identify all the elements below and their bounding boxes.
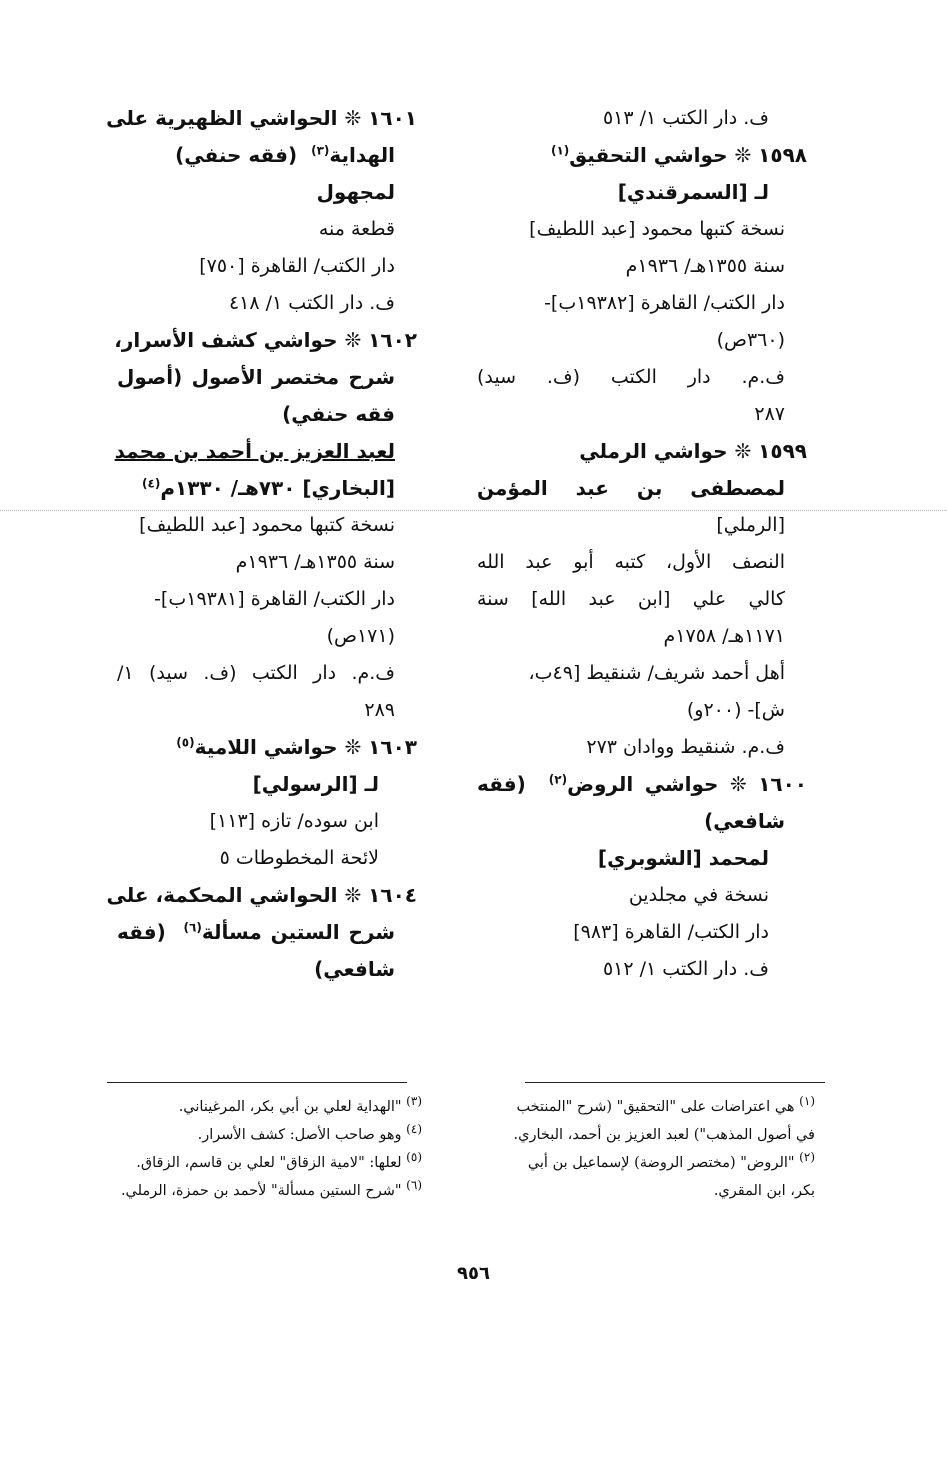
entry-text: ف. دار الكتب ١/ ٥١٢ bbox=[602, 958, 769, 980]
entry-line bbox=[117, 285, 417, 322]
entry-text: سنة ١٣٥٥هـ/ ١٩٣٦م bbox=[235, 551, 395, 573]
entry-line bbox=[477, 618, 807, 655]
footnote-line bbox=[515, 1093, 815, 1121]
entry-line bbox=[477, 285, 807, 322]
entry-text: [البخاري] ٧٣٠هـ/ ١٣٣٠م bbox=[160, 476, 395, 500]
footnote-marker: (٤) bbox=[142, 476, 161, 491]
entry-text: ٢٨٧ bbox=[754, 403, 785, 425]
entry-text: ٢٨٩ bbox=[364, 699, 395, 721]
entry-line bbox=[117, 248, 417, 285]
footnote-rule-left bbox=[107, 1082, 407, 1083]
footnote-text: بكر، ابن المقري. bbox=[713, 1183, 815, 1199]
entry-text: ١٦٠٤ ❊ الحواشي المحكمة، على bbox=[106, 883, 417, 907]
footnote-marker: (٢) bbox=[548, 772, 568, 787]
footnote-text: "شرح الستين مسألة" لأحمد بن حمزة، الرملي. bbox=[120, 1183, 402, 1199]
entry-line bbox=[477, 322, 807, 359]
entry-text: لـ [السمرقندي] bbox=[617, 180, 769, 204]
entry-text: شرح الستين مسألة bbox=[201, 920, 396, 944]
entry-text: ١٦٠٣ ❊ حواشي اللامية bbox=[194, 735, 417, 759]
entry-text: النصف الأول، كتبه أبو عبد الله bbox=[477, 551, 785, 573]
entry-line bbox=[117, 692, 417, 729]
footnote-number: (٦) bbox=[406, 1178, 422, 1193]
footnote-marker: (٦) bbox=[183, 920, 202, 935]
entry-line bbox=[477, 544, 807, 581]
entry-line bbox=[477, 248, 807, 285]
entry-line bbox=[477, 914, 807, 951]
footnotes-left bbox=[112, 1093, 422, 1205]
entry-line bbox=[477, 840, 807, 877]
entry-text: فقه حنفي) bbox=[282, 402, 395, 426]
entry-text: أهل أحمد شريف/ شنقيط [٤٩ب، bbox=[528, 662, 785, 684]
footnote-number: (١) bbox=[799, 1094, 815, 1109]
entry-text: ش]- (٢٠٠و) bbox=[686, 699, 785, 721]
entry-line bbox=[114, 322, 417, 359]
footnote-line bbox=[515, 1149, 815, 1177]
footnote-line bbox=[515, 1121, 815, 1149]
right-column bbox=[477, 100, 807, 988]
entry-line bbox=[117, 137, 417, 174]
entry-text: ١٦٠٢ ❊ حواشي كشف الأسرار، bbox=[114, 328, 417, 352]
footnote-text: وهو صاحب الأصل: كشف الأسرار. bbox=[197, 1127, 402, 1143]
entry-line bbox=[117, 174, 417, 211]
entry-line bbox=[477, 137, 807, 174]
entry-text: شافعي) bbox=[704, 809, 785, 833]
entry-line bbox=[477, 655, 807, 692]
entry-line bbox=[477, 877, 807, 914]
entry-text: ١٥٩٨ ❊ حواشي التحقيق bbox=[569, 143, 807, 167]
entry-line bbox=[117, 470, 417, 507]
entry-line bbox=[117, 840, 417, 877]
entry-line bbox=[117, 951, 417, 988]
entry-line bbox=[477, 174, 807, 211]
entry-text: ١٥٩٩ ❊ حواشي الرملي bbox=[579, 439, 807, 463]
entry-line bbox=[477, 951, 807, 988]
entry-text: ف. دار الكتب ١/ ٥١٣ bbox=[602, 107, 769, 129]
entry-text: لمحمد [الشوبري] bbox=[597, 846, 769, 870]
entry-line bbox=[117, 655, 417, 692]
entry-text: (٣٦٠ص) bbox=[716, 329, 785, 351]
footnote-text: "الهداية لعلي بن أبي بكر، المرغيناني. bbox=[178, 1099, 402, 1115]
footnote-text: "الروض" (مختصر الروضة) لإسماعيل بن أبي bbox=[527, 1155, 795, 1171]
entry-text: لمجهول bbox=[316, 180, 395, 204]
entry-line bbox=[106, 100, 417, 137]
entry-text: دار الكتب/ القاهرة [١٩٣٨١ب]- bbox=[154, 588, 395, 610]
footnote-line bbox=[112, 1149, 422, 1177]
footnote-text: في أصول المذهب") لعبد العزيز بن أحمد، البخاري. bbox=[513, 1127, 815, 1143]
entry-text: شافعي) bbox=[314, 957, 395, 981]
entry-text: ابن سوده/ تازه [١١٣] bbox=[209, 810, 379, 832]
entry-text: (١٧١ص) bbox=[326, 625, 395, 647]
footnote-marker: (٥) bbox=[176, 735, 195, 750]
entry-line bbox=[477, 211, 807, 248]
entry-text: ١٦٠٠ ❊ حواشي الروض bbox=[567, 772, 808, 796]
entry-line bbox=[477, 803, 807, 840]
entry-text: الهداية bbox=[329, 143, 395, 167]
footnote-line bbox=[515, 1177, 815, 1205]
entry-line bbox=[117, 396, 417, 433]
entry-tail: (فقه bbox=[117, 920, 184, 944]
footnotes-right bbox=[515, 1093, 815, 1205]
left-column bbox=[106, 100, 417, 988]
entry-line bbox=[477, 100, 807, 137]
entry-line bbox=[117, 544, 417, 581]
entry-text: شرح مختصر الأصول (أصول bbox=[117, 365, 395, 389]
entry-text: ١١٧١هـ/ ١٧٥٨م bbox=[663, 625, 785, 647]
entry-line bbox=[114, 433, 417, 470]
entry-line bbox=[477, 396, 807, 433]
entry-text: لـ [الرسولي] bbox=[252, 772, 379, 796]
entry-text: لمصطفى بن عبد المؤمن bbox=[477, 476, 785, 500]
entry-line bbox=[106, 877, 417, 914]
entry-line bbox=[477, 507, 807, 544]
entry-line bbox=[117, 766, 417, 803]
footnote-text: هي اعتراضات على "التحقيق" (شرح "المنتخب bbox=[516, 1099, 795, 1115]
entry-text: لعبد العزيز بن أحمد بن محمد bbox=[114, 439, 395, 463]
entry-text: ف.م. شنقيط ووادان ٢٧٣ bbox=[586, 736, 785, 758]
footnote-line bbox=[112, 1093, 422, 1121]
entry-line bbox=[477, 692, 807, 729]
entry-line bbox=[477, 359, 807, 396]
entry-tail: (فقه bbox=[477, 772, 549, 796]
page-number: ٩٥٦ bbox=[457, 1263, 490, 1284]
entry-text: كالي علي [ابن عبد الله] سنة bbox=[477, 588, 785, 610]
entry-text: دار الكتب/ القاهرة [١٩٣٨٢ب]- bbox=[544, 292, 785, 314]
entry-text: ف. دار الكتب ١/ ٤١٨ bbox=[228, 292, 395, 314]
entry-text: نسخة كتبها محمود [عبد اللطيف] bbox=[139, 514, 395, 536]
entry-line bbox=[117, 359, 417, 396]
entry-line bbox=[117, 618, 417, 655]
entry-line bbox=[477, 729, 807, 766]
footnote-number: (٢) bbox=[799, 1150, 815, 1165]
entry-text: [الرملي] bbox=[716, 514, 785, 536]
entry-text: ١٦٠١ ❊ الحواشي الظهيرية على bbox=[106, 106, 417, 130]
entry-line bbox=[117, 914, 417, 951]
entry-line bbox=[477, 433, 807, 470]
footnote-number: (٥) bbox=[406, 1150, 422, 1165]
entry-text: ف.م. دار الكتب (ف. سيد) bbox=[477, 366, 785, 388]
footnote-line bbox=[112, 1177, 422, 1205]
entry-tail: (فقه حنفي) bbox=[175, 143, 312, 167]
entry-text: دار الكتب/ القاهرة [٧٥٠] bbox=[199, 255, 395, 277]
entry-line bbox=[477, 470, 807, 507]
footnote-marker: (٣) bbox=[311, 143, 330, 158]
footnote-number: (٣) bbox=[406, 1094, 422, 1109]
footnote-text: لعلها: "لامية الزقاق" لعلي بن قاسم، الزقاق. bbox=[136, 1155, 402, 1171]
entry-line bbox=[117, 803, 417, 840]
entry-line bbox=[117, 729, 417, 766]
entry-text: نسخة في مجلدين bbox=[628, 884, 769, 906]
entry-text: سنة ١٣٥٥هـ/ ١٩٣٦م bbox=[625, 255, 785, 277]
entry-line bbox=[477, 581, 807, 618]
entry-text: نسخة كتبها محمود [عبد اللطيف] bbox=[529, 218, 785, 240]
footnote-line bbox=[112, 1121, 422, 1149]
entry-text: قطعة منه bbox=[318, 218, 395, 240]
footnote-number: (٤) bbox=[406, 1122, 422, 1137]
entry-text: دار الكتب/ القاهرة [٩٨٣] bbox=[573, 921, 769, 943]
entry-text: ف.م. دار الكتب (ف. سيد) ١/ bbox=[117, 662, 395, 684]
entry-line bbox=[117, 211, 417, 248]
entry-text: لائحة المخطوطات ٥ bbox=[219, 847, 379, 869]
entry-line bbox=[117, 581, 417, 618]
footnote-rule-right bbox=[525, 1082, 825, 1083]
entry-line bbox=[477, 766, 807, 803]
entry-line bbox=[117, 507, 417, 544]
footnote-marker: (١) bbox=[550, 143, 570, 158]
